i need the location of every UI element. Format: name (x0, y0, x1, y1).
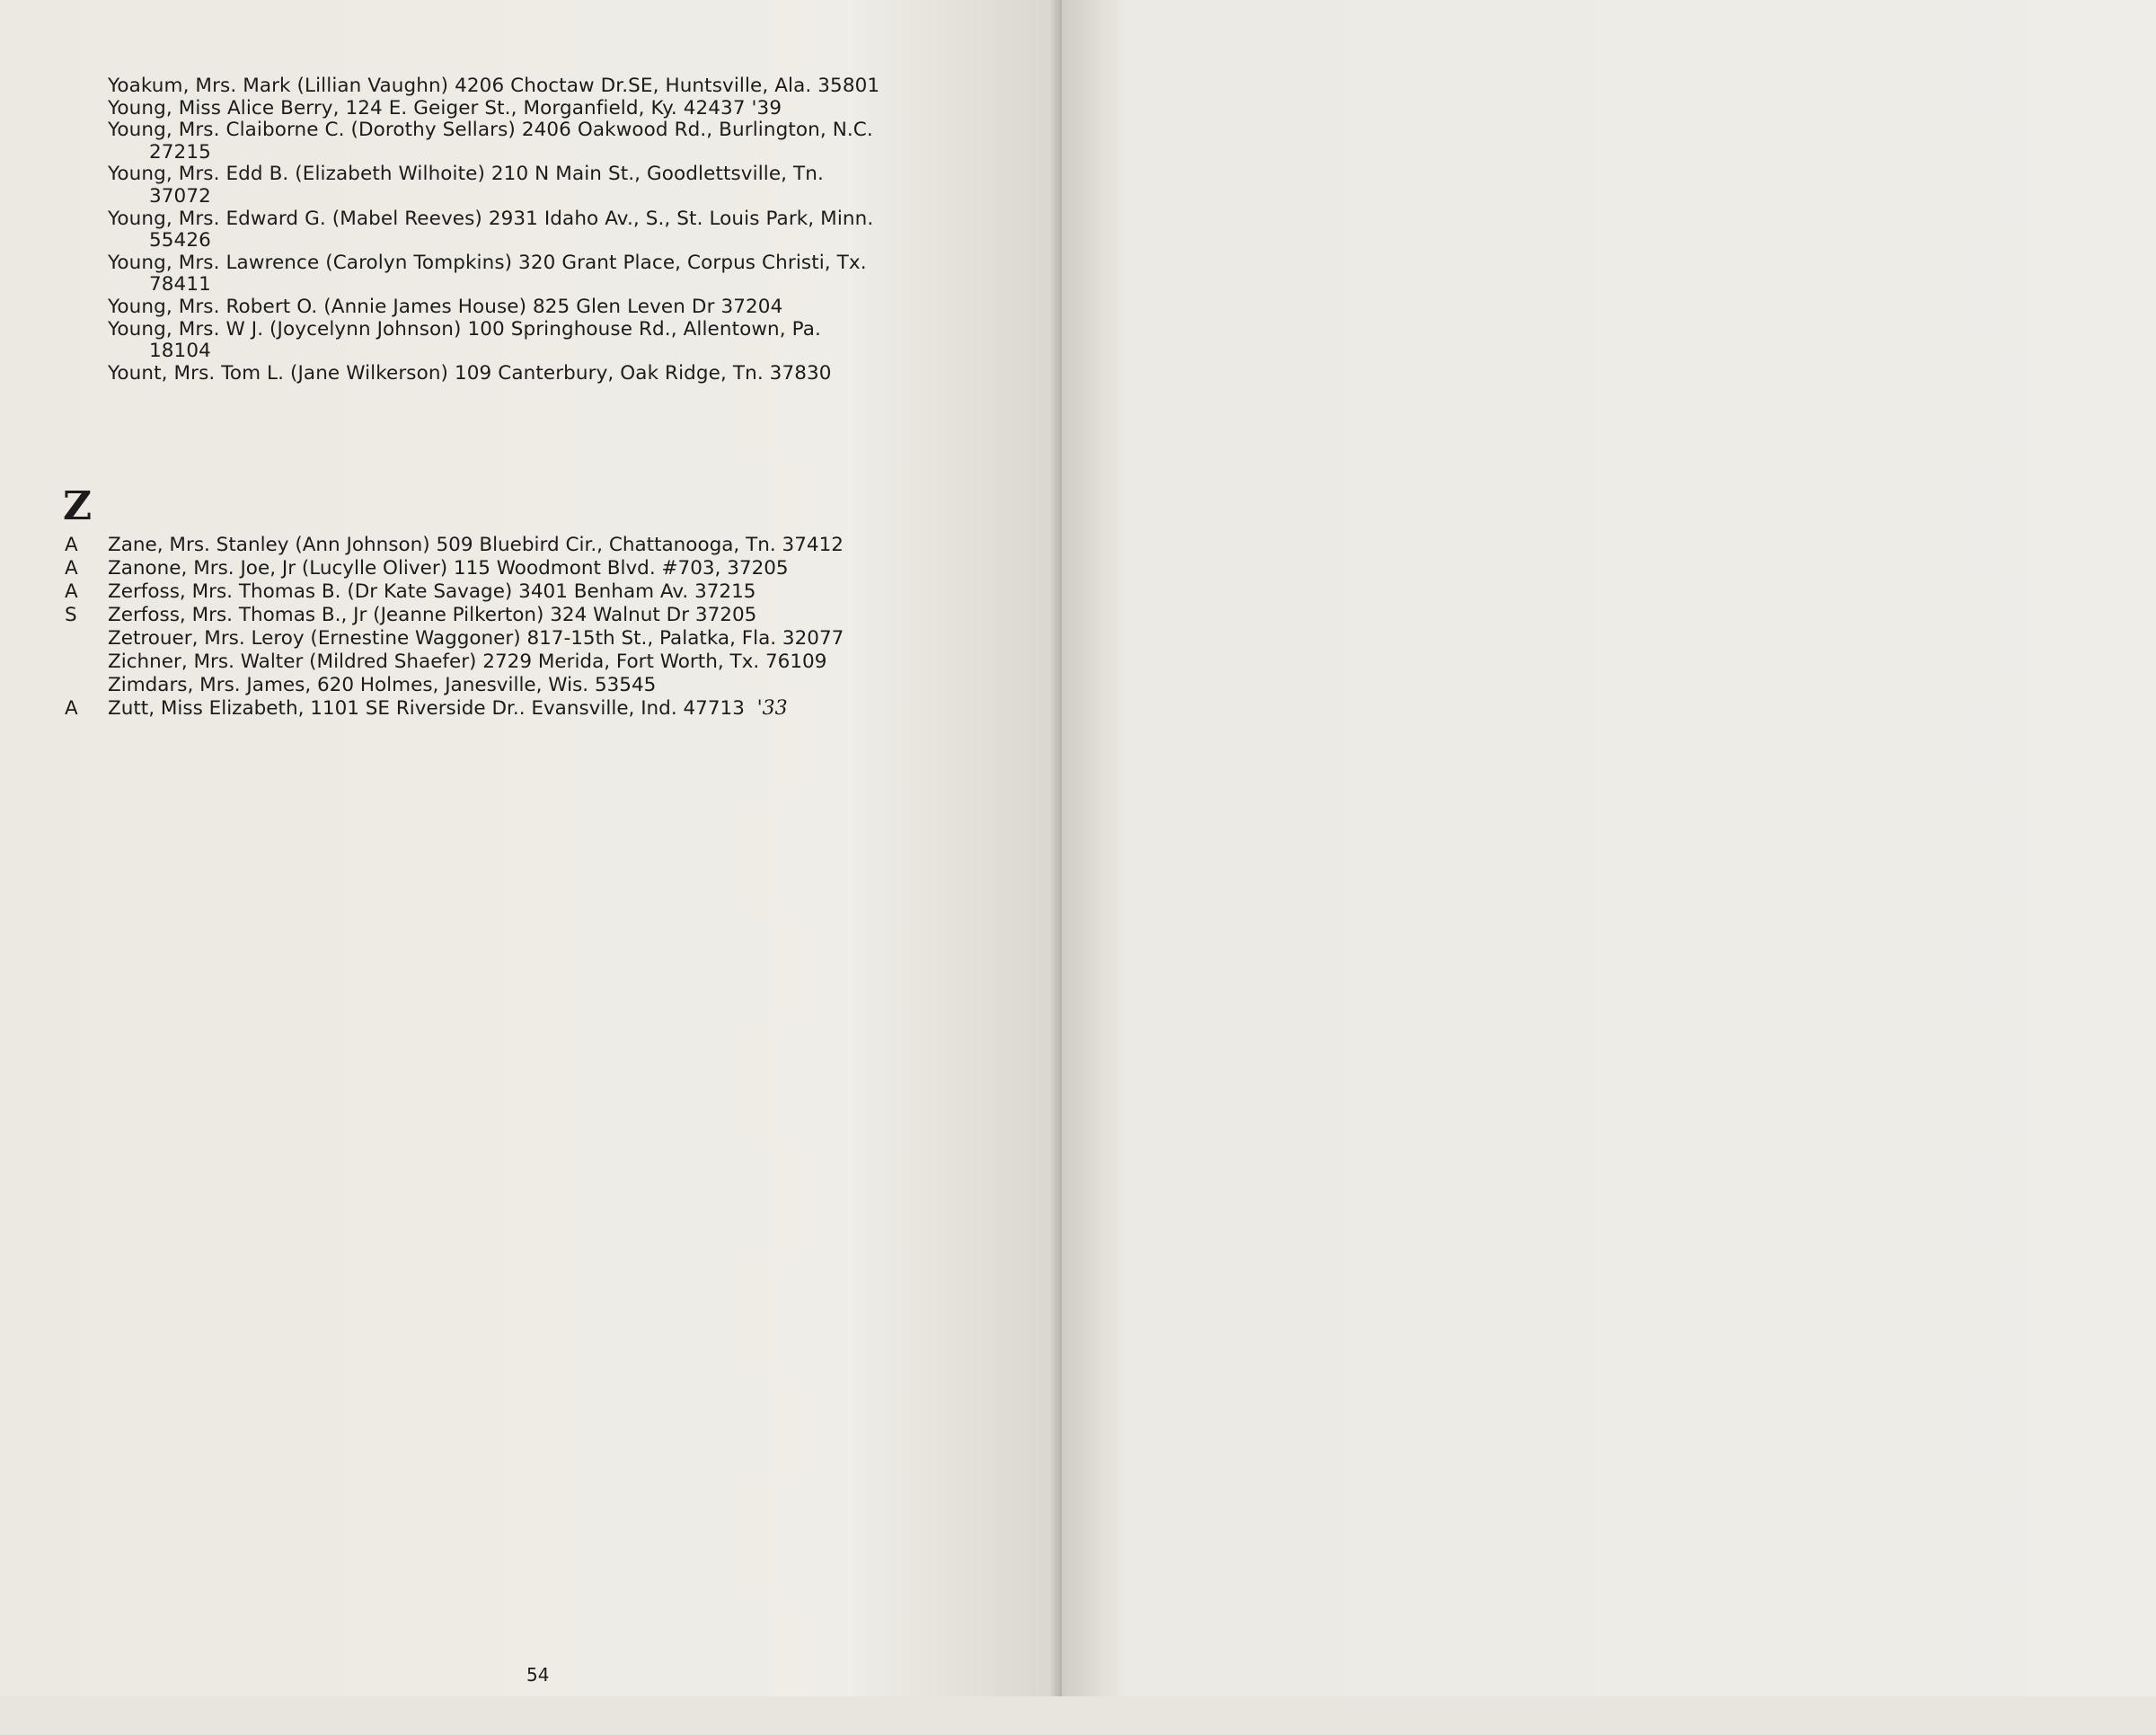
directory-entry (65, 674, 1017, 697)
directory-entry (65, 319, 1017, 363)
entry-text: Young, Mrs. Edward G. (Mabel Reeves) 2931 Idaho Av., S., St. Louis Park, Minn. (108, 207, 874, 230)
entry-text: Young, Mrs. Lawrence (Carolyn Tompkins) 320 Grant Place, Corpus Christi, Tx. (108, 251, 867, 274)
entry-text: Yoakum, Mrs. Mark (Lillian Vaughn) 4206 Choctaw Dr.SE, Huntsville, Ala. 35801 (108, 75, 880, 97)
entry-text: Zimdars, Mrs. James, 620 Holmes, Janesville, Wis. 53545 (108, 674, 657, 696)
entry-text: Zetrouer, Mrs. Leroy (Ernestine Waggoner) 817-15th St., Palatka, Fla. 32077 (108, 627, 844, 650)
directory-entry (65, 297, 1017, 319)
directory-entry (65, 557, 1017, 580)
entry-continuation: 27215 (149, 140, 211, 164)
page-number-left: 54 (526, 1664, 550, 1686)
entry-continuation: 55426 (149, 229, 211, 252)
entry-text: Zane, Mrs. Stanley (Ann Johnson) 509 Bluebird Cir., Chattanooga, Tn. 37412 (108, 534, 844, 556)
entry-text: Young, Miss Alice Berry, 124 E. Geiger St., Morganfield, Ky. 42437 '39 (108, 96, 782, 120)
directory-entry (65, 164, 1017, 208)
directory-entry (65, 98, 1017, 120)
entry-text: Zerfoss, Mrs. Thomas B. (Dr Kate Savage) 3401 Benham Av. 37215 (108, 580, 756, 603)
directory-entry (65, 580, 1017, 604)
entry-text: Yount, Mrs. Tom L. (Jane Wilkerson) 109 Canterbury, Oak Ridge, Tn. 37830 (108, 361, 832, 385)
entry-text: Zanone, Mrs. Joe, Jr (Lucylle Oliver) 115 Woodmont Blvd. #703, 37205 (108, 557, 789, 580)
directory-entry (65, 627, 1017, 651)
entry-text: Zutt, Miss Elizabeth, 1101 SE Riverside Dr.. Evansville, Ind. 47713 (108, 697, 745, 720)
entry-text: Zerfoss, Mrs. Thomas B., Jr (Jeanne Pilkerton) 324 Walnut Dr 37205 (108, 604, 757, 626)
entry-text: Young, Mrs. Claiborne C. (Dorothy Sellars) 2406 Oakwood Rd., Burlington, N.C. (108, 119, 873, 142)
entry-mark: S (65, 604, 77, 626)
entry-text: Young, Mrs. W J. (Joycelynn Johnson) 100 Springhouse Rd., Allentown, Pa. (108, 317, 821, 341)
entry-continuation: 78411 (149, 273, 211, 297)
entry-text: Zichner, Mrs. Walter (Mildred Shaefer) 2729 Merida, Fort Worth, Tx. 76109 (108, 651, 827, 673)
directory-entry (65, 363, 1017, 385)
entry-mark: A (65, 534, 78, 556)
entry-continuation: 37072 (149, 184, 211, 208)
right-page (1062, 0, 2156, 1696)
entry-text: Young, Mrs. Robert O. (Annie James House) 825 Glen Leven Dr 37204 (108, 295, 783, 318)
directory-entry (65, 697, 1017, 721)
directory-entries-y (65, 75, 1017, 385)
entry-mark: A (65, 580, 78, 603)
directory-entry (65, 120, 1017, 164)
directory-entry (65, 534, 1017, 557)
directory-entry (65, 651, 1017, 674)
directory-entries-z (65, 534, 1017, 721)
handwritten-note-zutt: '33 (756, 697, 788, 720)
directory-entry (65, 208, 1017, 252)
directory-entry (65, 75, 1017, 98)
section-heading-z: Z (63, 483, 93, 529)
entry-text: Young, Mrs. Edd B. (Elizabeth Wilhoite) 210 N Main St., Goodlettsville, Tn. (108, 163, 824, 186)
entry-continuation: 18104 (149, 340, 211, 363)
directory-entry (65, 252, 1017, 297)
entry-mark: A (65, 557, 78, 580)
directory-entry (65, 604, 1017, 627)
entry-mark: A (65, 697, 78, 720)
left-page (0, 0, 1062, 1696)
